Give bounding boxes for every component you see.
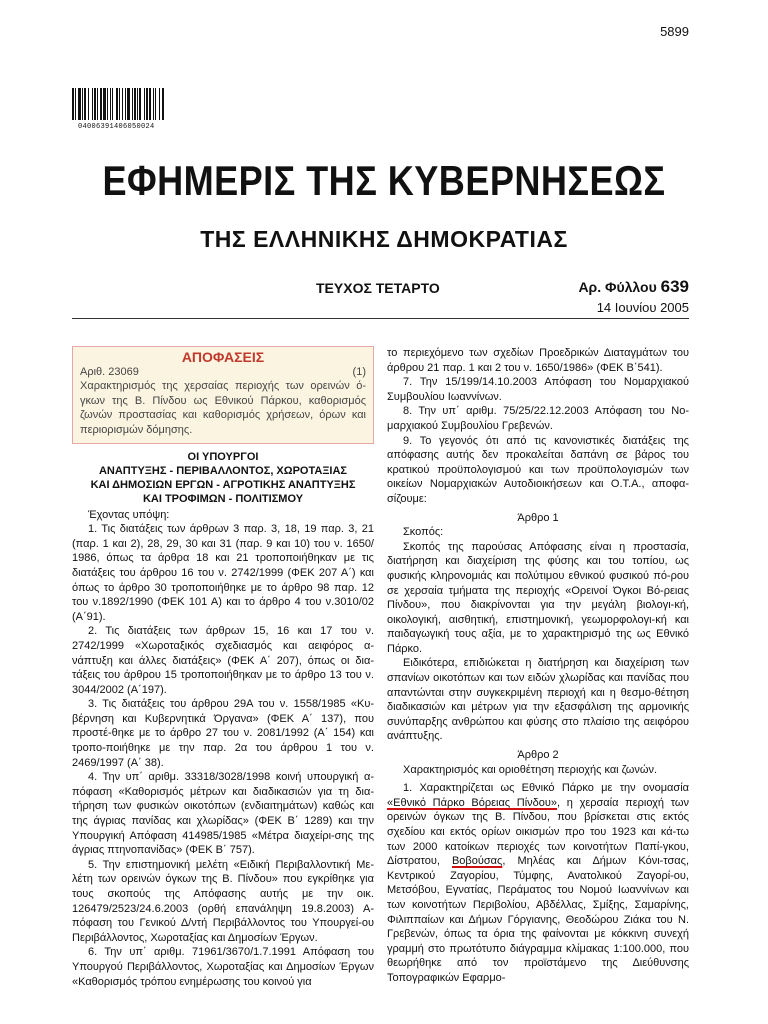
barcode-bar [149, 88, 151, 120]
paragraph: 2. Τις διατάξεις των άρθρων 15, 16 και 17 του ν. 2742/1999 «Χωροταξικός σχεδιασμός και αειφόρος α-νάπτυξη και άλλες διατάξεις» (ΦΕΚ Α΄ 207), όπως οι δια-τάξεις του άρθρου 15 τροποποιήθηκαν με το άρθρο 13 του ν. 3044/2002 (Α΄197). [72, 625, 374, 696]
decision-index: (1) [352, 365, 366, 378]
barcode-bar [112, 88, 113, 120]
barcode-bar [134, 88, 136, 120]
paragraph: 1. Τις διατάξεις των άρθρων 3 παρ. 3, 18, 19 παρ. 3, 21 (παρ. 1 και 2), 28, 29, 30 και 31 (παρ. 9 και 10) του ν. 1650/ 1986, όπως τα άρθρα 18 και 21 τροποποιήθηκαν με τις διατάξεις του άρθρου 16 του ν. 2742/1999 (ΦΕΚ 207 Α΄) και όπως το άρθρο 30 τροποποιήθηκε με το άρθρο 98 παρ. 12 του ν.1892/1990 (ΦΕΚ 101 Α) και το άρθρο 4 του ν.3010/02 (Α΄91). [72, 523, 374, 623]
barcode-bar [122, 88, 123, 120]
text-run: 1. Χαρακτηρίζεται ως Εθνικό Πάρκο με την ονομασία [403, 782, 689, 795]
page-number: 5899 [660, 24, 689, 39]
barcode-bar [103, 88, 106, 120]
barcode-bar [92, 88, 93, 120]
barcode [72, 88, 193, 120]
paragraph: 5. Την επιστημονική μελέτη «Ειδική Περιβαλλοντική Με-λέτη των ορεινών όγκων της Β. Πίνδου» που εγκρίθηκε για τους σκοπούς της Απόφασης αυτής με την οικ. 126479/2523/24.6.2003 (ορθή επανάληψη 19.8.2003) Α-πόφαση του Γενικού Δ/ντή Περιβάλλοντος του Υπουργεί-ου Περιβάλλοντος, Χωροταξίας και Δημοσίων Έργων. [72, 858, 374, 944]
barcode-bar [110, 88, 111, 120]
barcode-digits: 04006391406050024 [78, 123, 155, 131]
barcode-bar [139, 88, 141, 120]
decision-reference [80, 365, 366, 380]
ministers-line: ΚΑΙ ΔΗΜΟΣΙΩΝ ΕΡΓΩΝ - ΑΓΡΟΤΙΚΗΣ ΑΝΑΠΤΥΞΗΣ [90, 478, 356, 491]
barcode-bar [88, 88, 89, 120]
barcode-bar [146, 88, 148, 120]
sheet-number: 639 [660, 277, 689, 296]
barcode-bar [84, 88, 86, 120]
paragraph: το περιεχόμενο των σχεδίων Προεδρικών Διαταγμάτων του άρθρου 21 παρ. 1 και 2 του ν. 1650/1986» (ΦΕΚ Β΄541). [387, 347, 689, 374]
barcode-bar [75, 88, 76, 120]
ministers-line: ΑΝΑΠΤΥΞΗΣ - ΠΕΡΙΒΑΛΛΟΝΤΟΣ, ΧΩΡΟΤΑΞΙΑΣ [98, 464, 348, 477]
sheet-number-line [578, 277, 689, 297]
barcode-bar [159, 88, 160, 120]
paragraph: 6. Την υπ΄ αριθμ. 71961/3670/1.7.1991 Απόφαση του Υπουργού Περιβάλλοντος, Χωροταξίας και Δημοσίων Έργων «Καθορισμός τρόπου ενημέρωσης του κοινού για [72, 946, 374, 988]
barcode-bar [153, 88, 154, 120]
ministers-line: ΟΙ ΥΠΟΥΡΓΟΙ [187, 450, 259, 463]
issue-part: ΤΕΥΧΟΣ ΤΕΤΑΡΤΟ [316, 280, 440, 296]
sheet-label: Αρ. Φύλλου [578, 279, 657, 295]
barcode-bar [125, 88, 126, 120]
barcode-bar [137, 88, 138, 120]
issue-date: 14 Ιουνίου 2005 [596, 300, 689, 315]
article-heading: Άρθρο 1 [517, 511, 559, 524]
ministers-heading [72, 450, 374, 506]
paragraph [387, 781, 689, 985]
barcode-bar [100, 88, 102, 120]
paragraph: 3. Τις διατάξεις του άρθρου 29Α του ν. 1558/1985 «Κυ-βέρνηση και Κυβερνητικά Όργανα» (ΦΕΚ Α΄ 137), που προστέ-θηκε με το άρθρο 27 του ν. 2081/1992 (Α΄ 154) και τροπο-ποιήθηκε με την παρ. 2α του άρθρου 1 του ν. 2469/1997 (Α΄ 38). [72, 698, 374, 769]
barcode-bar [119, 88, 120, 120]
decision-callout [72, 346, 374, 444]
barcode-bar [127, 88, 130, 120]
gazette-title: ΕΦΗΜΕΡΙΣ ΤΗΣ ΚΥΒΕΡΝΗΣΕΩΣ [102, 157, 666, 204]
decision-number: Αριθ. 23069 [80, 365, 139, 378]
paragraph: Σκοπός της παρούσας Απόφασης είναι η προστασία, διατήρηση και διαχείριση της φύσης και του τοπίου, ως φυσικής κληρονομιάς και πολύτιμου εθνικού φυσικού πό-ρου σε χερσαία τμήματα της περιοχής «Ορεινοί Όγκοι Βό-ρειας Πίνδου», που διακρίνονται για την μεγάλη βιολογι-κή, οικολογική, αισθητική, επιστημονική, γεωμορφολογι-κή και παιδαγωγική τους αξία, με το χαρακτηρισμό της ως Εθνικό Πάρκο. [387, 540, 689, 655]
gazette-subtitle: ΤΗΣ ΕΛΛΗΝΙΚΗΣ ΔΗΜΟΚΡΑΤΙΑΣ [200, 226, 568, 252]
park-name-highlight: «Εθνικό Πάρκο Βόρειας Πίνδου» [387, 796, 558, 809]
barcode-bar [155, 88, 156, 120]
barcode-bar [162, 88, 164, 120]
barcode-bar [82, 88, 83, 120]
paragraph: 9. Το γεγονός ότι από τις κανονιστικές διατάξεις της απόφασης αυτής δεν προκαλείται δαπάνη σε βάρος του κρατικού προϋπολογισμού και των προϋπολογισμών των οικείων Νομαρχιακών Αυτοδιοικήσεων και Ο.Τ.Α., αποφα-σίζουμε: [387, 434, 689, 505]
barcode-bar [94, 88, 96, 120]
paragraph: 8. Την υπ΄ αριθμ. 75/25/22.12.2003 Απόφαση του Νο-μαρχιακού Συμβουλίου Γρεβενών. [387, 405, 689, 432]
paragraph: 7. Την 15/199/14.10.2003 Απόφαση του Νομαρχιακού Συμβουλίου Ιωαννίνων. [387, 376, 689, 403]
right-column [387, 346, 689, 986]
barcode-bar [116, 88, 118, 120]
header-divider [72, 318, 689, 319]
barcode-bar [97, 88, 98, 120]
decision-summary: Χαρακτηρισμός της χερσαίας περιοχής των ορεινών ό-γκων της Β. Πίνδου ως Εθνικού Πάρκου, καθορισμός ζωνών προστασίας και καθορισμός χρήσεων, όρων και περιορισμών δόμησης. [80, 380, 366, 436]
text-run: , Μηλέας και Δήμων Κόνι-τσας, Κεντρικού Ζαγορίου, Τύμφης, Ανατολικού Ζαγορί-ου, Μετσόβου, Εγνατίας, Περάματος του Νομού Ιωαννίνων και των κοινοτήτων Περιβολίου, Αβδέλλας, Σμίξης, Σαμαρίνης, Φιλιππαίων και Δήμων Γόργιανης, Θεοδώρου Ζιάκα του Ν. Γρεβενών, όπως τα όρια της φαίνονται με κόκκινη συνεχή γραμμή στο πρωτότυπο διάγραμμα κλίμακας 1:100.000, που θεωρήθηκε από τον προϊστάμενο της Διεύθυνσης Τοπογραφικών Εφαρμο- [387, 855, 689, 984]
barcode-bar [107, 88, 108, 120]
village-highlight: Βοβούσας [451, 855, 503, 868]
text-run: , η χερσαία περιοχή των ορεινών όγκων της Β. Πίνδου, που βρίσκεται στις εκτός σχεδίου και εκτός ορίων οικισμών προ του 1923 και κά-τω των 2000 κατοίκων περιοχές των κοινοτήτων Παπί-γκου, Δίστρατου, [387, 796, 689, 868]
paragraph: 4. Την υπ΄ αριθμ. 33318/3028/1998 κοινή υπουργική α-πόφαση «Καθορισμός μέτρων και διαδικασιών για τη δια-τήρηση των φυσικών οικοτόπων (ενδιαιτημάτων) καθώς και της άγριας πανίδας και χλωρίδας» (ΦΕΚ Β΄ 1289) και την Υπουργική Απόφαση 414985/1985 «Μέτρα διαχείρι-σης της άγριας πτηνοπανίδας» (ΦΕΚ Β΄ 757). [72, 771, 374, 857]
paragraph: Ειδικότερα, επιδιώκεται η διατήρηση και διαχείριση των σπανίων οικοτόπων και των ειδών χλωρίδας και πανίδας που απαντώνται στην συγκεκριμένη περιοχή και η θεσμο-θέτηση διαδικασιών και μέτρων για την εξασφάλιση της αρμονικής συνύπαρξης ανθρώπου και φύσης στο πλαίσιο της αειφόρου ανάπτυξης. [387, 657, 689, 743]
barcode-bar [144, 88, 145, 120]
left-column [72, 346, 374, 989]
barcode-bar [72, 88, 74, 120]
barcode-bar [78, 88, 81, 120]
article-heading: Άρθρο 2 [517, 749, 559, 762]
section-title: ΑΠΟΦΑΣΕΙΣ [181, 349, 265, 365]
article-subheading: Σκοπός: [403, 526, 444, 539]
article-subheading: Χαρακτηρισμός και οριοθέτηση περιοχής και ζωνών. [403, 763, 658, 776]
ministers-line: ΚΑΙ ΤΡΟΦΙΜΩΝ - ΠΟΛΙΤΙΣΜΟΥ [142, 492, 304, 505]
considering-label: Έχοντας υπόψη: [88, 508, 170, 521]
barcode-bar [132, 88, 133, 120]
